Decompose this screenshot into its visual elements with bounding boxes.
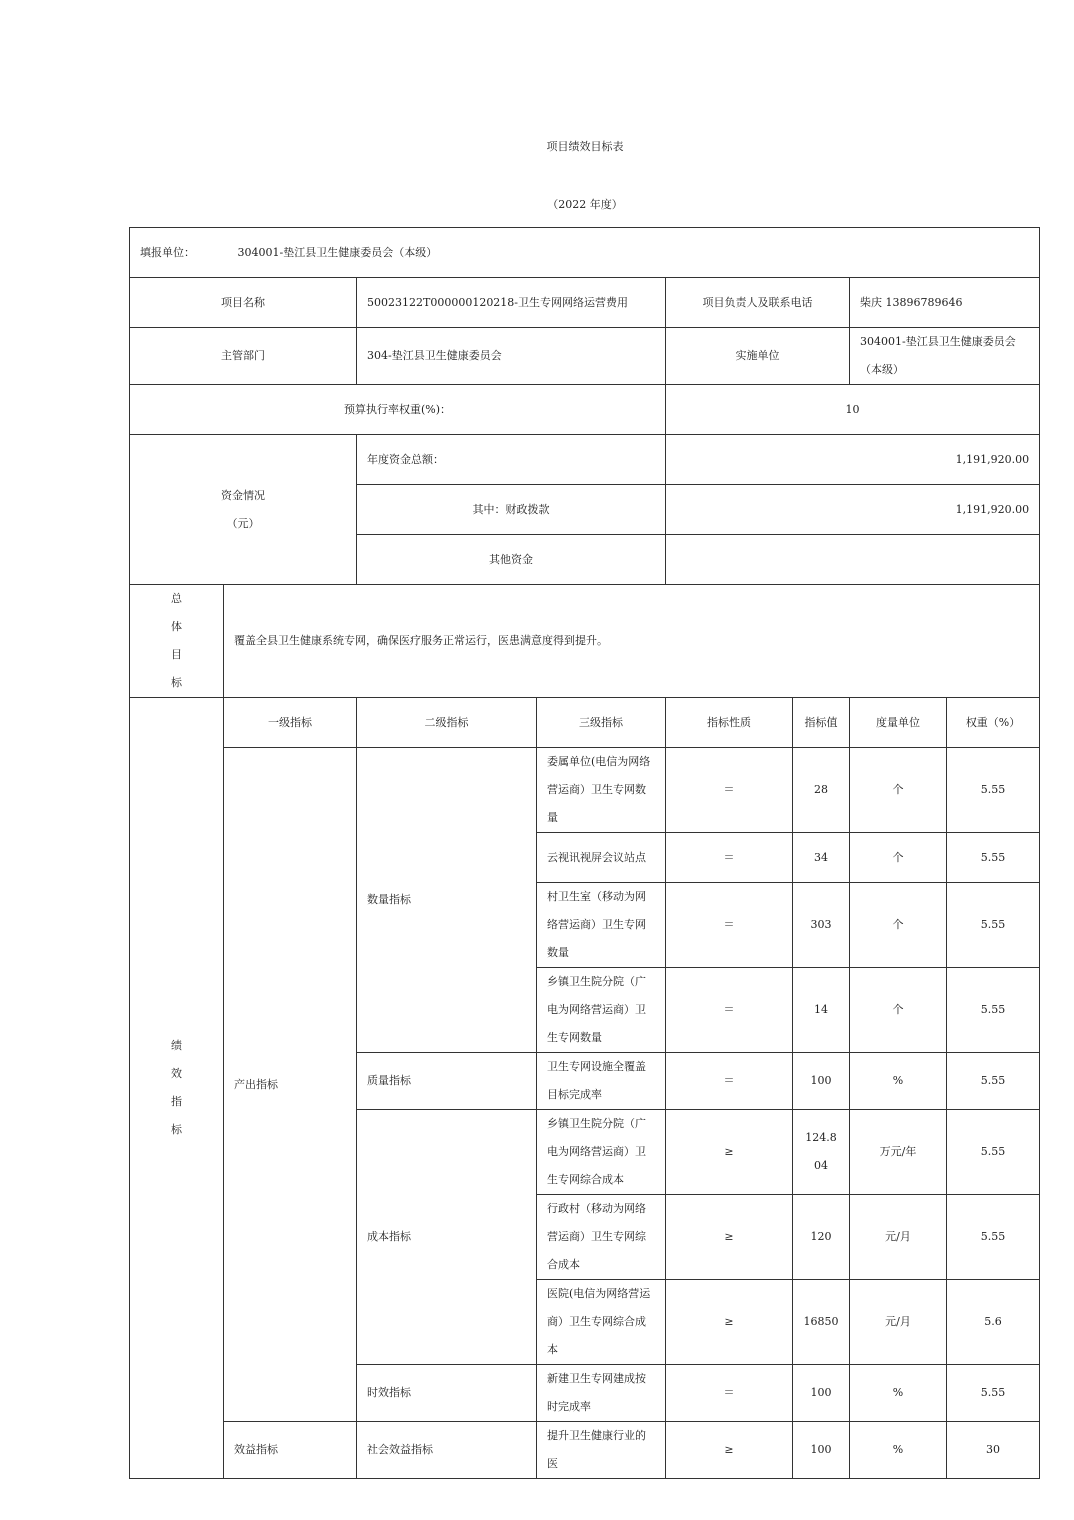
funds-total-label: 年度资金总额： — [357, 435, 666, 485]
overall-goal-char: 目 — [171, 648, 182, 661]
project-row — [130, 278, 1040, 328]
unit-label: 填报单位： — [140, 245, 195, 259]
indicator-name: 医院(电信为网络营运商）卫生专网综合成本 — [537, 1280, 666, 1365]
indicator-weight: 5.55 — [947, 1110, 1040, 1195]
indicator-nature: ＝ — [666, 1365, 793, 1422]
indicator-name: 云视讯视屏会议站点 — [537, 833, 666, 883]
unit-cell — [130, 228, 1040, 278]
project-name-value: 50023122T000000120218-卫生专网网络运营费用 — [357, 278, 666, 328]
budget-rate-row — [130, 385, 1040, 435]
indicator-label — [130, 698, 224, 1479]
indicator-weight: 5.55 — [947, 833, 1040, 883]
indicator-value: 34 — [793, 833, 850, 883]
header-value: 指标值 — [793, 698, 850, 748]
performance-table — [129, 227, 1040, 1479]
report-year: （2022 年度） — [547, 198, 623, 211]
overall-goal-row — [130, 585, 1040, 698]
header-level2: 二级指标 — [357, 698, 537, 748]
header-level3: 三级指标 — [537, 698, 666, 748]
indicator-unit: % — [850, 1422, 947, 1479]
funds-other-label: 其他资金 — [357, 535, 666, 585]
indicator-char: 绩 — [171, 1039, 182, 1052]
budget-rate-label: 预算执行率权重(%)： — [130, 385, 666, 435]
indicator-nature: ≥ — [666, 1110, 793, 1195]
indicator-weight: 5.55 — [947, 1195, 1040, 1280]
indicator-value: 303 — [793, 883, 850, 968]
indicator-name: 乡镇卫生院分院（广电为网络营运商）卫生专网综合成本 — [537, 1110, 666, 1195]
indicator-nature: ≥ — [666, 1422, 793, 1479]
indicator-unit: % — [850, 1053, 947, 1110]
dept-value: 304-垫江县卫生健康委员会 — [357, 328, 666, 385]
indicator-unit: 元/月 — [850, 1195, 947, 1280]
funds-label-line1: 资金情况 — [221, 488, 265, 502]
header-nature: 指标性质 — [666, 698, 793, 748]
contact-value: 柴庆 13896789646 — [850, 278, 1040, 328]
dept-label: 主管部门 — [130, 328, 357, 385]
indicator-weight: 5.55 — [947, 968, 1040, 1053]
indicator-nature: ≥ — [666, 1195, 793, 1280]
overall-goal-char: 体 — [171, 620, 182, 633]
level1-output: 产出指标 — [224, 748, 357, 1422]
indicator-weight: 5.55 — [947, 748, 1040, 833]
indicator-nature: ＝ — [666, 968, 793, 1053]
indicator-nature: ≥ — [666, 1280, 793, 1365]
project-name-label: 项目名称 — [130, 278, 357, 328]
indicator-value: 28 — [793, 748, 850, 833]
unit-value: 304001-垫江县卫生健康委员会（本级） — [237, 245, 438, 259]
funds-total-value: 1,191,920.00 — [666, 435, 1040, 485]
indicator-value: 124.804 — [793, 1110, 850, 1195]
indicator-unit: 个 — [850, 883, 947, 968]
level2-quantity: 数量指标 — [357, 748, 537, 1053]
indicator-name: 乡镇卫生院分院（广电为网络营运商）卫生专网数量 — [537, 968, 666, 1053]
indicator-unit: 个 — [850, 833, 947, 883]
indicator-value: 16850 — [793, 1280, 850, 1365]
indicator-nature: ＝ — [666, 748, 793, 833]
indicator-name: 新建卫生专网建成按时完成率 — [537, 1365, 666, 1422]
level2-quality: 质量指标 — [357, 1053, 537, 1110]
indicator-unit: 个 — [850, 748, 947, 833]
overall-goal-label — [130, 585, 224, 698]
indicator-unit: 元/月 — [850, 1280, 947, 1365]
dept-row — [130, 328, 1040, 385]
header-weight: 权重（%） — [947, 698, 1040, 748]
header-unit: 度量单位 — [850, 698, 947, 748]
level1-benefit: 效益指标 — [224, 1422, 357, 1479]
indicator-value: 100 — [793, 1422, 850, 1479]
contact-label: 项目负责人及联系电话 — [666, 278, 850, 328]
indicator-header-row — [130, 698, 1040, 748]
level2-cost: 成本指标 — [357, 1110, 537, 1365]
indicator-value: 100 — [793, 1365, 850, 1422]
indicator-weight: 30 — [947, 1422, 1040, 1479]
indicator-weight: 5.55 — [947, 883, 1040, 968]
overall-goal-char: 总 — [171, 592, 182, 605]
funds-fiscal-label: 其中：财政拨款 — [357, 485, 666, 535]
indicator-unit: 万元/年 — [850, 1110, 947, 1195]
indicator-char: 效 — [171, 1067, 182, 1080]
indicator-char: 标 — [171, 1123, 182, 1136]
budget-rate-value: 10 — [666, 385, 1040, 435]
header-level1: 一级指标 — [224, 698, 357, 748]
indicator-weight: 5.6 — [947, 1280, 1040, 1365]
unit-row — [130, 228, 1040, 278]
impl-value: 304001-垫江县卫生健康委员会（本级） — [850, 328, 1040, 385]
indicator-name: 委属单位(电信为网络营运商）卫生专网数量 — [537, 748, 666, 833]
indicator-unit: 个 — [850, 968, 947, 1053]
overall-goal-char: 标 — [171, 676, 182, 689]
overall-goal-text: 覆盖全县卫生健康系统专网，确保医疗服务正常运行，医患满意度得到提升。 — [224, 585, 1040, 698]
funds-total-row — [130, 435, 1040, 485]
indicator-value: 14 — [793, 968, 850, 1053]
funds-label-line2: （元） — [226, 516, 260, 530]
funds-label — [130, 435, 357, 585]
impl-label: 实施单位 — [666, 328, 850, 385]
indicator-name: 提升卫生健康行业的医 — [537, 1422, 666, 1479]
page-title: 项目绩效目标表 — [546, 140, 624, 153]
table-row — [130, 1422, 1040, 1479]
indicator-name: 行政村（移动为网络营运商）卫生专网综合成本 — [537, 1195, 666, 1280]
funds-fiscal-value: 1,191,920.00 — [666, 485, 1040, 535]
indicator-nature: ＝ — [666, 1053, 793, 1110]
indicator-nature: ＝ — [666, 883, 793, 968]
indicator-value: 120 — [793, 1195, 850, 1280]
indicator-value: 100 — [793, 1053, 850, 1110]
indicator-weight: 5.55 — [947, 1053, 1040, 1110]
funds-other-value — [666, 535, 1040, 585]
indicator-name: 村卫生室（移动为网络营运商）卫生专网数量 — [537, 883, 666, 968]
table-row — [130, 748, 1040, 833]
level2-social: 社会效益指标 — [357, 1422, 537, 1479]
level2-time: 时效指标 — [357, 1365, 537, 1422]
indicator-nature: ＝ — [666, 833, 793, 883]
indicator-weight: 5.55 — [947, 1365, 1040, 1422]
indicator-char: 指 — [171, 1095, 182, 1108]
indicator-name: 卫生专网设施全覆盖目标完成率 — [537, 1053, 666, 1110]
indicator-unit: % — [850, 1365, 947, 1422]
